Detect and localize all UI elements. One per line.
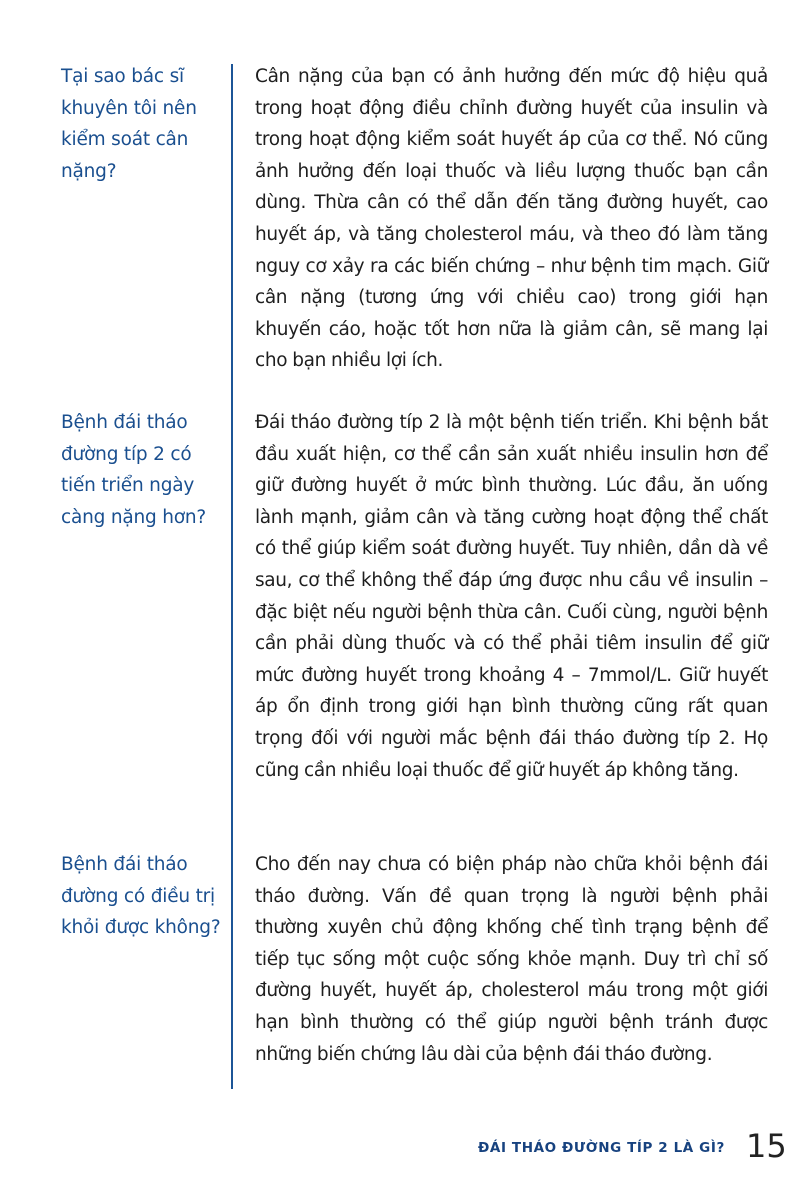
- vertical-divider: [231, 64, 233, 1089]
- answer-paragraph: Đái tháo đường típ 2 là một bệnh tiến triển. Khi bệnh bắt đầu xuất hiện, cơ thể cần sản xuất nhiều insulin hơn để giữ đường huyết ở mức bình thường. Lúc đầu, ăn uống lành mạnh, giảm cân và tăng cường hoạt động thể chất có thể giúp kiểm soát đường huyết. Tuy nhiên, dần dà về sau, cơ thể không thể đáp ứng được nhu cầu về insulin – đặc biệt nếu người bệnh thừa cân. Cuối cùng, người bệnh cần phải dùng thuốc và có thể phải tiêm insulin để giữ mức đường huyết trong khoảng 4 – 7mmol/L. Giữ huyết áp ổn định trong giới hạn bình thường cũng rất quan trọng đối với người mắc bệnh đái tháo đường típ 2. Họ cũng cần nhiều loại thuốc để giữ huyết áp không tăng.: [255, 412, 768, 781]
- answer-paragraph: Cân nặng của bạn có ảnh hưởng đến mức độ hiệu quả trong hoạt động điều chỉnh đường huyết của insulin và trong hoạt động kiểm soát huyết áp của cơ thể. Nó cũng ảnh hưởng đến loại thuốc và liều lượng thuốc bạn cần dùng. Thừa cân có thể dẫn đến tăng đường huyết, cao huyết áp, và tăng cholesterol máu, và theo đó làm tăng nguy cơ xảy ra các biến chứng – như bệnh tim mạch. Giữ cân nặng (tương ứng với chiều cao) trong giới hạn khuyến cáo, hoặc tốt hơn nữa là giảm cân, sẽ mang lại cho bạn nhiều lợi ích.: [255, 66, 768, 372]
- question-heading: Tại sao bác sĩ khuyên tôi nên kiểm soát cân nặng?: [61, 66, 197, 182]
- running-footer-title: ĐÁI THÁO ĐƯỜNG TÍP 2 LÀ GÌ?: [478, 1140, 725, 1156]
- question-heading: Bệnh đái tháo đường típ 2 có tiến triển ngày càng nặng hơn?: [61, 412, 207, 528]
- page-number: 15: [746, 1127, 787, 1165]
- question-heading: Bệnh đái tháo đường có điều trị khỏi được không?: [61, 854, 221, 938]
- answer-paragraph: Cho đến nay chưa có biện pháp nào chữa khỏi bệnh đái tháo đường. Vấn đề quan trọng là người bệnh phải thường xuyên chủ động khống chế tình trạng bệnh để tiếp tục sống một cuộc sống khỏe mạnh. Duy trì chỉ số đường huyết, huyết áp, cholesterol máu trong một giới hạn bình thường có thể giúp người bệnh tránh được những biến chứng lâu dài của bệnh đái tháo đường.: [255, 854, 768, 1065]
